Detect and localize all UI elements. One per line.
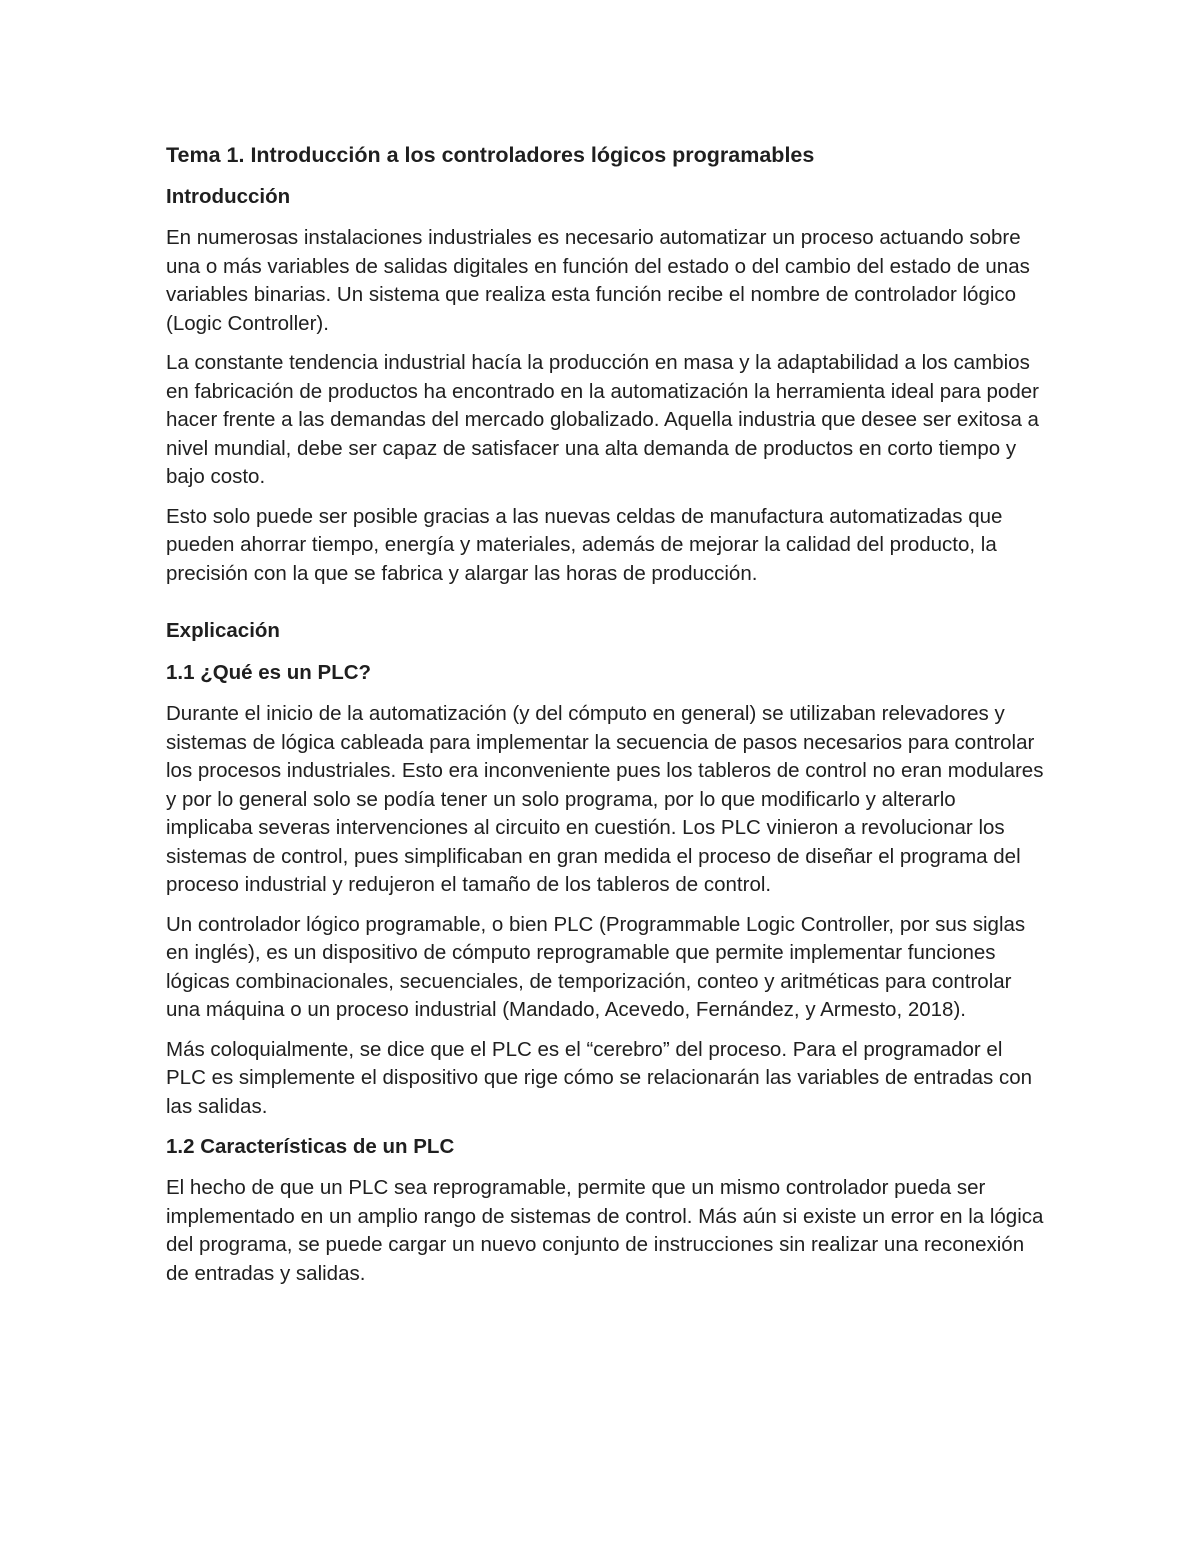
intro-heading: Introducción	[166, 185, 291, 208]
document-title: Tema 1. Introducción a los controladores lógicos programables	[166, 143, 815, 167]
section-paragraph: Más coloquialmente, se dice que el PLC es el “cerebro” del proceso. Para el programador el PLC es simplemente el dispositivo que rige cómo se relacionarán las variables de entradas con las salidas.	[166, 1037, 1033, 1118]
section-paragraph: Un controlador lógico programable, o bien PLC (Programmable Logic Controller, por sus siglas en inglés), es un dispositivo de cómputo reprogramable que permite implementar funciones lógicas combinacionales, secuenciales, de temporización, conteo y aritméticas para controlar una máquina o un proceso industrial (Mandado, Acevedo, Fernández, y Armesto, 2018).	[166, 912, 1026, 1021]
section-heading-plc-characteristics: 1.2 Características de un PLC	[166, 1135, 455, 1158]
section-paragraph: El hecho de que un PLC sea reprogramable, permite que un mismo controlador pueda ser implementado en un amplio rango de sistemas de control. Más aún si existe un error en la lógica del programa, se puede cargar un nuevo conjunto de instrucciones sin realizar una reconexión de entradas y salidas.	[166, 1176, 1044, 1285]
intro-paragraph: Esto solo puede ser posible gracias a las nuevas celdas de manufactura automatizadas que pueden ahorrar tiempo, energía y materiales, además de mejorar la calidad del producto, la precisión con la que se fabrica y alargar las horas de producción.	[166, 504, 1003, 585]
intro-paragraph: La constante tendencia industrial hacía la producción en masa y la adaptabilidad a los cambios en fabricación de productos ha encontrado en la automatización la herramienta ideal para poder hacer frente a las demandas del mercado globalizado. Aquella industria que desee ser exitosa a nivel mundial, debe ser capaz de satisfacer una alta demanda de productos en corto tiempo y bajo costo.	[166, 351, 1039, 488]
section-heading-what-is-plc: 1.1 ¿Qué es un PLC?	[166, 661, 372, 684]
explanation-heading: Explicación	[166, 619, 280, 642]
document-page	[166, 140, 1046, 1299]
intro-paragraph: En numerosas instalaciones industriales es necesario automatizar un proceso actuando sobre una o más variables de salidas digitales en función del estado o del cambio del estado de unas variables binarias. Un sistema que realiza esta función recibe el nombre de controlador lógico (Logic Controller).	[166, 226, 1030, 335]
section-paragraph: Durante el inicio de la automatización (y del cómputo en general) se utilizaban relevadores y sistemas de lógica cableada para implementar la secuencia de pasos necesarios para controlar los procesos industriales. Esto era inconveniente pues los tableros de control no eran modulares y por lo general solo se podía tener un solo programa, por lo que modificarlo y alterarlo implicaba severas intervenciones al circuito en cuestión. Los PLC vinieron a revolucionar los sistemas de control, pues simplificaban en gran medida el proceso de diseñar el programa del proceso industrial y redujeron el tamaño de los tableros de control.	[166, 702, 1044, 896]
